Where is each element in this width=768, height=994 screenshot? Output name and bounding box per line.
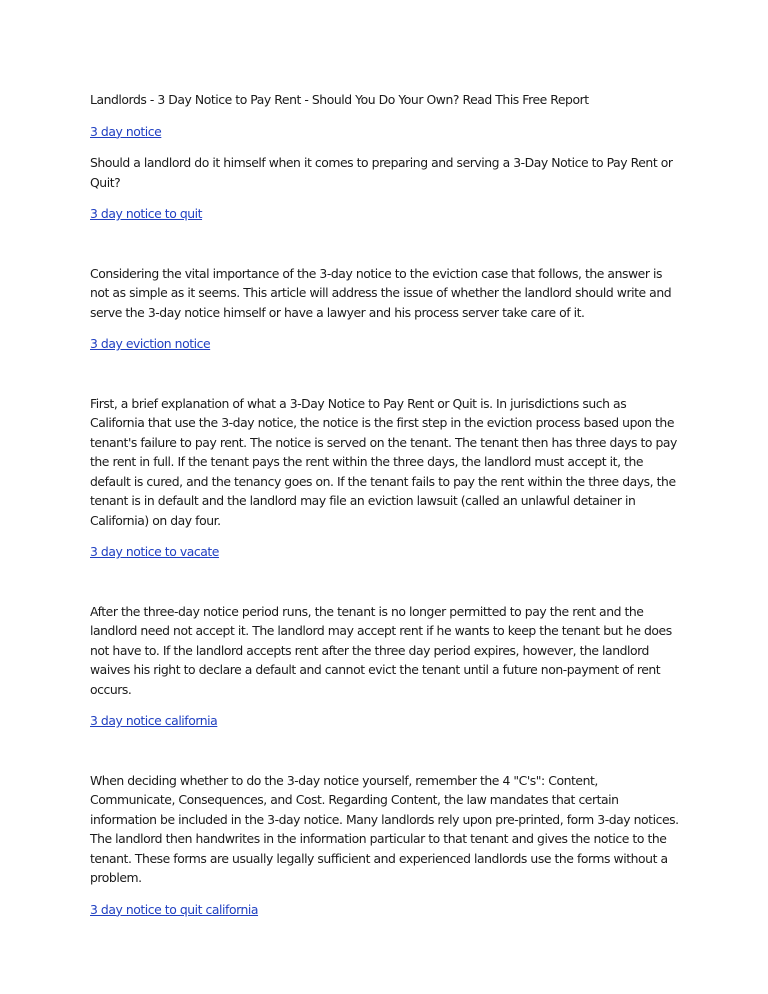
link-paragraph — [90, 711, 680, 731]
document-page — [90, 90, 680, 931]
link-3-day-notice[interactable]: 3 day notice — [90, 123, 162, 139]
spacer — [90, 366, 680, 394]
spacer — [90, 236, 680, 264]
body-paragraph-after-period: After the three-day notice period runs, the tenant is no longer permitted to pay the rent and the landlord need not accept it. The landlord may accept rent if he wants to keep the tenant but he does not have to. If the landlord accepts rent after the three day period expires, however, the landlord waives his right to declare a default and cannot evict the tenant until a future non-payment of rent occurs. — [90, 603, 672, 697]
link-paragraph — [90, 542, 680, 562]
body-paragraph-intro: Should a landlord do it himself when it comes to preparing and serving a 3-Day Notice to Pay Rent or Quit? — [90, 155, 673, 190]
body-paragraph-explanation: First, a brief explanation of what a 3-Day Notice to Pay Rent or Quit is. In jurisdictions such as California that use the 3-day notice, the notice is the first step in the eviction process based upon the tenant's failure to pay rent. The notice is served on the tenant. The tenant then has three days to pay the rent in full. If the tenant pays the rent within the three days, the landlord must accept it, the default is cured, and the tenancy goes on. If the tenant fails to pay the rent within the three days, the tenant is in default and the landlord may file an eviction lawsuit (called an unlawful detainer in California) on day four. — [90, 395, 677, 528]
link-paragraph — [90, 204, 680, 224]
link-3-day-notice-to-quit-california[interactable]: 3 day notice to quit california — [90, 901, 259, 917]
body-paragraph-four-cs: When deciding whether to do the 3-day notice yourself, remember the 4 "C's": Content, Communicate, Consequences, and Cost. Regarding Content, the law mandates that certain information be included in the 3-day notice. Many landlords rely upon pre-printed, form 3-day notices. The landlord then handwrites in the information particular to that tenant and gives the notice to the tenant. These forms are usually legally sufficient and experienced landlords use the forms without a problem. — [90, 772, 679, 885]
spacer — [90, 743, 680, 771]
document-title: Landlords - 3 Day Notice to Pay Rent - Should You Do Your Own? Read This Free Report — [90, 92, 589, 107]
link-paragraph — [90, 122, 680, 142]
link-3-day-eviction-notice[interactable]: 3 day eviction notice — [90, 336, 211, 351]
link-3-day-notice-to-vacate[interactable]: 3 day notice to vacate — [90, 544, 219, 559]
body-paragraph-importance: Considering the vital importance of the 3-day notice to the eviction case that follows, the answer is not as simple as it seems. This article will address the issue of whether the landlord should write and serve the 3-day notice himself or have a lawyer and his process server take care of it. — [90, 265, 672, 320]
link-paragraph — [90, 900, 680, 920]
link-paragraph — [90, 334, 680, 354]
link-3-day-notice-california[interactable]: 3 day notice california — [90, 713, 218, 728]
spacer — [90, 574, 680, 602]
link-3-day-notice-to-quit[interactable]: 3 day notice to quit — [90, 206, 203, 221]
